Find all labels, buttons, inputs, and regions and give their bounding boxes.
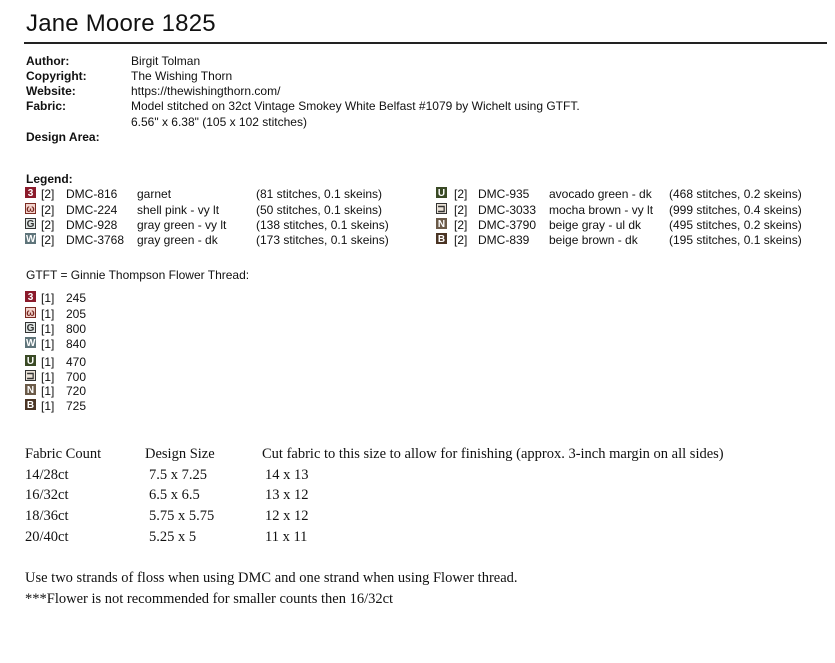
strand-count: [2] xyxy=(41,203,55,217)
symbol-u-icon: U xyxy=(437,188,446,199)
symbol-3-icon: 3 xyxy=(25,187,36,198)
strand-count: [1] xyxy=(41,384,55,398)
floss-code: DMC-839 xyxy=(478,233,530,247)
symbol-omega-icon: ω xyxy=(26,204,35,215)
symbol-u-icon: U xyxy=(26,356,35,367)
strand-count: [2] xyxy=(41,218,55,232)
strand-count: [2] xyxy=(41,233,55,247)
table-cell: 6.5 x 6.5 xyxy=(149,487,200,503)
thread-code: 800 xyxy=(66,322,87,336)
stitch-count: (195 stitches, 0.1 skeins) xyxy=(669,233,802,247)
author-value: Birgit Tolman xyxy=(131,54,201,68)
note-strands: Use two strands of floss when using DMC and one strand when using Flower thread. xyxy=(25,570,518,586)
strand-count: [1] xyxy=(41,322,55,336)
page-title: Jane Moore 1825 xyxy=(26,10,216,37)
symbol-omega-icon: ω xyxy=(26,308,35,319)
strand-count: [1] xyxy=(41,291,55,305)
symbol-n-icon: N xyxy=(26,385,35,396)
strand-count: [1] xyxy=(41,307,55,321)
thread-code: 205 xyxy=(66,307,87,321)
author-label: Author: xyxy=(26,54,70,68)
strand-count: [1] xyxy=(41,337,55,351)
symbol-b-icon: B xyxy=(437,234,446,245)
stitch-count: (468 stitches, 0.2 skeins) xyxy=(669,187,802,201)
copyright-label: Copyright: xyxy=(26,69,87,83)
thread-code: 725 xyxy=(66,399,87,413)
strand-count: [1] xyxy=(41,399,55,413)
website-label: Website: xyxy=(26,84,76,98)
table-cell: 11 x 11 xyxy=(265,529,308,545)
stitch-count: (495 stitches, 0.2 skeins) xyxy=(669,218,802,232)
header-fabric-count: Fabric Count xyxy=(25,446,102,462)
stitch-count: (50 stitches, 0.1 skeins) xyxy=(256,203,383,217)
strand-count: [1] xyxy=(41,370,55,384)
table-cell: 12 x 12 xyxy=(265,508,309,524)
floss-name: garnet xyxy=(137,187,172,201)
symbol-g-icon: G xyxy=(26,323,35,334)
floss-code: DMC-224 xyxy=(66,203,118,217)
title-divider xyxy=(24,42,827,44)
thread-code: 840 xyxy=(66,337,87,351)
table-cell: 13 x 12 xyxy=(265,487,309,503)
table-cell: 7.5 x 7.25 xyxy=(149,467,207,483)
strand-count: [2] xyxy=(454,203,468,217)
symbol-g-icon: G xyxy=(26,219,35,230)
thread-code: 245 xyxy=(66,291,87,305)
design-area-label: Design Area: xyxy=(26,130,100,144)
floss-code: DMC-3033 xyxy=(478,203,537,217)
table-cell: 16/32ct xyxy=(25,487,69,503)
floss-code: DMC-816 xyxy=(66,187,118,201)
stitch-count: (999 stitches, 0.4 skeins) xyxy=(669,203,802,217)
header-cut-size: Cut fabric to this size to allow for finishing (approx. 3-inch margin on all sides) xyxy=(262,446,724,462)
floss-name: avocado green - dk xyxy=(549,187,652,201)
symbol-w-icon: W xyxy=(26,234,36,245)
table-cell: 18/36ct xyxy=(25,508,69,524)
symbol-bracket-icon: ⊐ xyxy=(437,204,446,215)
header-design-size: Design Size xyxy=(145,446,215,462)
table-cell: 20/40ct xyxy=(25,529,69,545)
floss-name: mocha brown - vy lt xyxy=(549,203,654,217)
thread-code: 720 xyxy=(66,384,87,398)
strand-count: [1] xyxy=(41,355,55,369)
floss-name: gray green - dk xyxy=(137,233,218,247)
floss-code: DMC-3768 xyxy=(66,233,125,247)
symbol-n-icon: N xyxy=(437,219,446,230)
floss-code: DMC-3790 xyxy=(478,218,537,232)
floss-name: shell pink - vy lt xyxy=(137,203,220,217)
table-cell: 14 x 13 xyxy=(265,467,309,483)
floss-name: gray green - vy lt xyxy=(137,218,227,232)
stitch-count: (138 stitches, 0.1 skeins) xyxy=(256,218,389,232)
symbol-bracket-icon: ⊐ xyxy=(26,371,35,382)
thread-code: 470 xyxy=(66,355,87,369)
stitch-count: (173 stitches, 0.1 skeins) xyxy=(256,233,389,247)
floss-code: DMC-928 xyxy=(66,218,118,232)
fabric-value: Model stitched on 32ct Vintage Smokey White Belfast #1079 by Wichelt using GTFT. xyxy=(131,99,580,113)
strand-count: [2] xyxy=(41,187,55,201)
copyright-value: The Wishing Thorn xyxy=(131,69,233,83)
thread-code: 700 xyxy=(66,370,87,384)
strand-count: [2] xyxy=(454,233,468,247)
floss-name: beige brown - dk xyxy=(549,233,638,247)
table-cell: 14/28ct xyxy=(25,467,69,483)
fabric-label: Fabric: xyxy=(26,99,67,113)
floss-code: DMC-935 xyxy=(478,187,530,201)
gtft-heading: GTFT = Ginnie Thompson Flower Thread: xyxy=(26,268,250,282)
note-flower: ***Flower is not recommended for smaller counts then 16/32ct xyxy=(25,591,394,607)
stitch-count: (81 stitches, 0.1 skeins) xyxy=(256,187,383,201)
symbol-3-icon: 3 xyxy=(25,291,36,302)
legend-heading: Legend: xyxy=(26,172,73,186)
table-cell: 5.75 x 5.75 xyxy=(149,508,215,524)
symbol-w-icon: W xyxy=(26,338,36,349)
symbol-b-icon: B xyxy=(26,400,35,411)
strand-count: [2] xyxy=(454,187,468,201)
table-cell: 5.25 x 5 xyxy=(149,529,197,545)
website-link[interactable]: https://thewishingthorn.com/ xyxy=(131,84,281,98)
fabric-size: 6.56" x 6.38" (105 x 102 stitches) xyxy=(131,115,307,129)
strand-count: [2] xyxy=(454,218,468,232)
floss-name: beige gray - ul dk xyxy=(549,218,642,232)
